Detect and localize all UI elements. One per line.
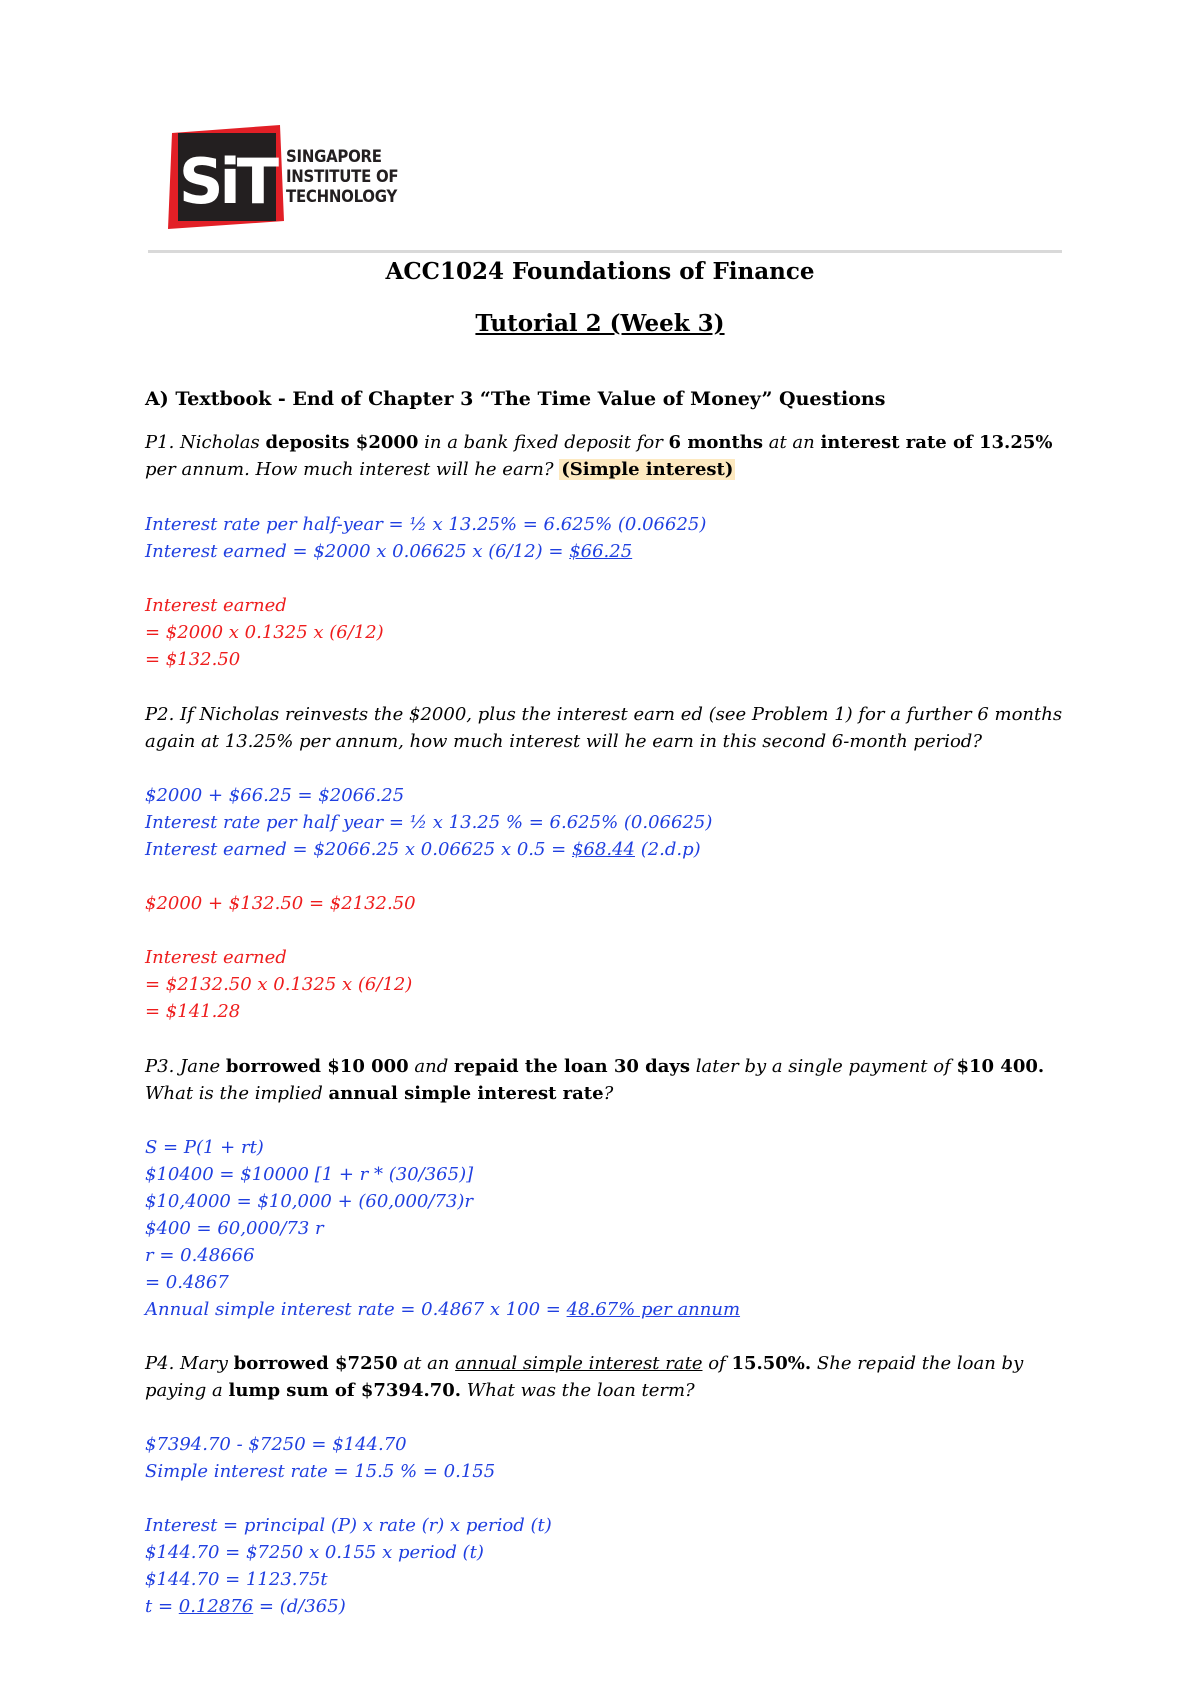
p1-answer-blue-2 xyxy=(145,539,632,565)
text-bold: lump sum of $7394.70. xyxy=(228,1380,462,1401)
p3-answer-blue-3: $10,4000 = $10,000 + (60,000/73)r xyxy=(145,1191,473,1212)
logo-line-1: SINGAPORE xyxy=(286,147,382,167)
text: (2.d.p) xyxy=(634,839,701,860)
header-divider xyxy=(148,250,1062,253)
logo-wordmark xyxy=(286,147,414,207)
text-bold: 6 months xyxy=(668,432,763,453)
sit-logo-mark xyxy=(168,125,288,230)
p3-answer-blue-1: S = P(1 + rt) xyxy=(145,1137,264,1158)
text: in a bank fixed deposit for xyxy=(418,432,669,453)
answer-value: 0.12876 xyxy=(178,1596,254,1617)
logo-line-3: TECHNOLOGY xyxy=(286,187,398,207)
text-bold: repaid the loan 30 days xyxy=(454,1056,691,1077)
p3-answer-blue-5: r = 0.48666 xyxy=(145,1245,255,1266)
text: P3. Jane xyxy=(145,1056,226,1077)
p4-question-line-1 xyxy=(145,1351,1023,1377)
text: at an xyxy=(397,1353,456,1374)
text-bold: $10 400. xyxy=(956,1056,1045,1077)
text: P4. Mary xyxy=(145,1353,234,1374)
text: What is the implied xyxy=(145,1083,329,1104)
text: P1. Nicholas xyxy=(145,432,266,453)
text-bold: borrowed $10 000 xyxy=(225,1056,409,1077)
p2-answer-blue-2: Interest rate per half year = ½ x 13.25 % = 6.625% (0.06625) xyxy=(145,812,713,833)
text-bold: annual simple interest rate xyxy=(328,1083,604,1104)
text-bold: deposits $2000 xyxy=(265,432,419,453)
logo-line-2: INSTITUTE OF xyxy=(286,167,399,187)
p1-answer-blue-1: Interest rate per half-year = ½ x 13.25% = 6.625% (0.06625) xyxy=(145,514,707,535)
p4-answer-blue-5: $144.70 = 1123.75t xyxy=(145,1569,328,1590)
p3-question-line-2 xyxy=(145,1081,613,1107)
p2-answer-red-4: = $141.28 xyxy=(145,1001,241,1022)
text: What was the loan term? xyxy=(461,1380,695,1401)
text: She repaid the loan by xyxy=(811,1353,1024,1374)
text: Annual simple interest rate = 0.4867 x 100 = xyxy=(145,1299,567,1320)
answer-value: $68.44 xyxy=(571,839,635,860)
sit-logo xyxy=(168,125,428,230)
text: of xyxy=(702,1353,732,1374)
text: at an xyxy=(763,432,821,453)
p3-answer-blue-7 xyxy=(145,1297,740,1323)
text-underlined: annual simple interest rate xyxy=(455,1353,703,1374)
text: = (d/365) xyxy=(253,1596,346,1617)
p3-question-line-1 xyxy=(145,1054,1044,1080)
p2-question-line-1: P2. If Nicholas reinvests the $2000, plus the interest earn ed (see Problem 1) for a further 6 months xyxy=(145,704,1063,725)
p1-answer-red-1: Interest earned xyxy=(145,595,287,616)
p1-question-line-2 xyxy=(145,457,735,483)
p4-answer-blue-4: $144.70 = $7250 x 0.155 x period (t) xyxy=(145,1542,484,1563)
p3-answer-blue-2: $10400 = $10000 [1 + r * (30/365)] xyxy=(145,1164,474,1185)
text-bold: 15.50%. xyxy=(731,1353,812,1374)
text: and xyxy=(408,1056,454,1077)
p2-answer-red-1: $2000 + $132.50 = $2132.50 xyxy=(145,893,416,914)
p4-answer-blue-2: Simple interest rate = 15.5 % = 0.155 xyxy=(145,1461,496,1482)
text: per annum. How much interest will he earn? xyxy=(145,459,560,480)
p3-answer-blue-4: $400 = 60,000/73 r xyxy=(145,1218,324,1239)
highlighted-text: (Simple interest) xyxy=(561,459,734,480)
answer-value: $66.25 xyxy=(569,541,633,562)
svg-text:SiT: SiT xyxy=(178,145,276,218)
p4-answer-blue-3: Interest = principal (P) x rate (r) x period (t) xyxy=(145,1515,552,1536)
p2-answer-red-3: = $2132.50 x 0.1325 x (6/12) xyxy=(145,974,413,995)
p3-answer-blue-6: = 0.4867 xyxy=(145,1272,229,1293)
text-bold: interest rate of 13.25% xyxy=(820,432,1053,453)
text-bold: borrowed $7250 xyxy=(233,1353,398,1374)
p4-answer-blue-1: $7394.70 - $7250 = $144.70 xyxy=(145,1434,407,1455)
text: Interest earned = $2000 x 0.06625 x (6/12) = xyxy=(145,541,570,562)
tutorial-title: Tutorial 2 (Week 3) xyxy=(475,310,725,337)
p2-answer-blue-1: $2000 + $66.25 = $2066.25 xyxy=(145,785,405,806)
p2-question-line-2: again at 13.25% per annum, how much interest will he earn in this second 6-month period? xyxy=(145,731,982,752)
text: t = xyxy=(145,1596,179,1617)
section-heading: A) Textbook - End of Chapter 3 “The Time Value of Money” Questions xyxy=(145,388,886,410)
p1-answer-red-2: = $2000 x 0.1325 x (6/12) xyxy=(145,622,384,643)
text: later by a single payment of xyxy=(690,1056,957,1077)
text: Interest earned = $2066.25 x 0.06625 x 0.5 = xyxy=(145,839,572,860)
p4-answer-blue-6 xyxy=(145,1594,346,1620)
course-title: ACC1024 Foundations of Finance xyxy=(385,258,815,285)
p4-question-line-2 xyxy=(145,1378,695,1404)
p1-question-line-1 xyxy=(145,430,1052,456)
text: ? xyxy=(603,1083,614,1104)
p2-answer-red-2: Interest earned xyxy=(145,947,287,968)
p1-answer-red-3: = $132.50 xyxy=(145,649,241,670)
text: paying a xyxy=(145,1380,229,1401)
p2-answer-blue-3 xyxy=(145,837,701,863)
answer-value: 48.67% per annum xyxy=(566,1299,741,1320)
